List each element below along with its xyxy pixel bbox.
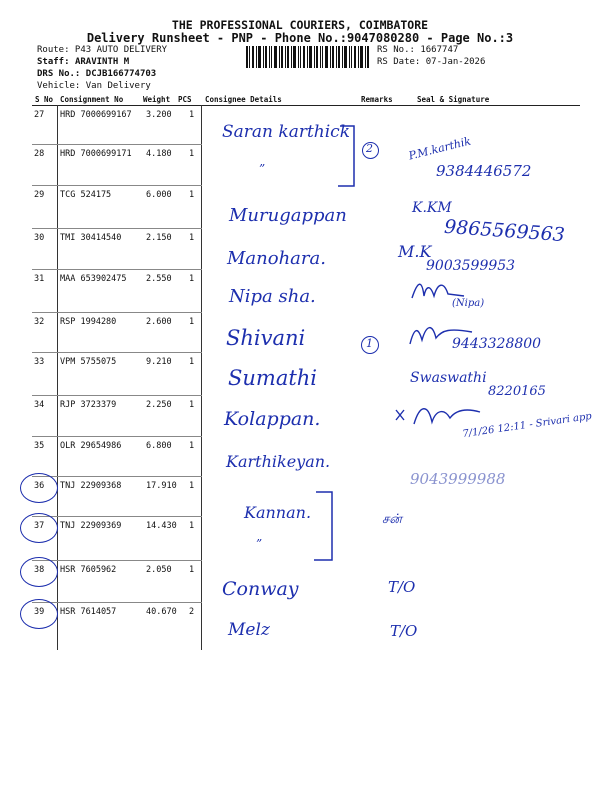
row-weight: 3.200 (146, 110, 172, 120)
row-pcs: 1 (189, 400, 195, 410)
row-weight: 4.180 (146, 149, 172, 159)
table-top-rule (32, 105, 580, 106)
row-consignment: TNJ 22909369 (60, 521, 122, 531)
company-title: THE PROFESSIONAL COURIERS, COIMBATORE (171, 18, 429, 32)
handwritten-ditto: ” (256, 537, 263, 551)
row-weight: 40.670 (146, 607, 177, 617)
handwritten-remark: 2 (366, 142, 373, 155)
handwritten-consignee: Kolappan. (224, 408, 321, 430)
handwritten-phone: 8220165 (488, 384, 546, 399)
row-consignment: HSR 7614057 (60, 607, 117, 617)
col-header-consignee: Consignee Details (205, 95, 282, 104)
staff-label: Staff: (37, 57, 70, 67)
handwritten-consignee: Nipa sha. (229, 286, 316, 307)
row-consignment: HRD 7000699167 (60, 110, 132, 120)
circled-serial-mark (20, 513, 58, 543)
handwritten-consignee: Kannan. (244, 503, 312, 522)
row-pcs: 1 (189, 521, 195, 531)
col-header-remarks: Remarks (361, 95, 393, 104)
row-consignment: MAA 653902475 (60, 274, 127, 284)
handwritten-consignee: Shivani (226, 326, 306, 350)
drs-label: DRS No.: (37, 69, 81, 79)
row-pcs: 1 (189, 233, 195, 243)
row-divider (32, 476, 202, 477)
handwritten-consignee: Sumathi (228, 366, 318, 390)
rs-date: RS Date: 07-Jan-2026 (377, 57, 486, 67)
handwritten-phone: 9003599953 (426, 258, 516, 274)
row-pcs: 1 (189, 190, 195, 200)
row-weight: 14.430 (146, 521, 177, 531)
circled-serial-mark (20, 599, 58, 629)
row-divider (32, 436, 202, 437)
row-sno: 34 (34, 400, 45, 410)
row-consignment: OLR 29654986 (60, 441, 122, 451)
runsheet-subtitle: Delivery Runsheet - PNP - Phone No.:9047080280 - Page No.:3 (86, 31, 514, 45)
row-consignment: TCG 524175 (60, 190, 112, 200)
handwritten-consignee: Melz (228, 620, 270, 640)
drs-value: DCJB166774703 (85, 69, 157, 79)
handwritten-phone: 9043999988 (410, 470, 506, 488)
row-weight: 2.150 (146, 233, 172, 243)
handwritten-consignee: Manohara. (227, 248, 326, 269)
row-divider (32, 516, 202, 517)
row-pcs: 1 (189, 317, 195, 327)
row-divider (32, 395, 202, 396)
handwritten-signature: K.KM (412, 200, 452, 216)
row-pcs: 1 (189, 481, 195, 491)
row-pcs: 1 (189, 274, 195, 284)
row-sno: 32 (34, 317, 45, 327)
row-weight: 6.800 (146, 441, 172, 451)
row-sno: 29 (34, 190, 45, 200)
row-pcs: 1 (189, 441, 195, 451)
drs-info (37, 68, 156, 80)
handwritten-phone: 9384446572 (436, 162, 532, 180)
staff-info (37, 56, 129, 68)
row-consignment: TNJ 22909368 (60, 481, 122, 491)
col-header-sno: S No (35, 95, 54, 104)
row-pcs: 1 (189, 110, 195, 120)
col-header-consignment: Consignment No (60, 95, 124, 104)
row-consignment: RSP 1994280 (60, 317, 117, 327)
row-weight: 6.000 (146, 190, 172, 200)
row-divider (32, 312, 202, 313)
row-sno: 30 (34, 233, 45, 243)
circled-serial-mark (20, 473, 58, 503)
handwritten-phone: 9443328800 (452, 336, 542, 352)
row-divider (32, 352, 202, 353)
handwritten-consignee: Conway (222, 578, 299, 600)
row-sno: 39 (34, 607, 45, 617)
handwritten-remark: T/O (388, 578, 416, 596)
row-weight: 9.210 (146, 357, 172, 367)
row-sno: 35 (34, 441, 45, 451)
handwritten-remark: T/O (390, 622, 418, 640)
row-consignment: RJP 3723379 (60, 400, 117, 410)
handwritten-remark: 1 (366, 337, 373, 350)
handwritten-remark: சன் (382, 512, 402, 527)
row-weight: 2.250 (146, 400, 172, 410)
row-weight: 2.050 (146, 565, 172, 575)
row-weight: 2.600 (146, 317, 172, 327)
row-divider (32, 144, 202, 145)
row-divider (32, 560, 202, 561)
row-pcs: 1 (189, 565, 195, 575)
staff-value: ARAVINTH M (74, 57, 130, 67)
handwritten-ditto: ” (259, 162, 266, 176)
row-pcs: 1 (189, 357, 195, 367)
row-sno: 37 (34, 521, 45, 531)
col-header-weight: Weight (143, 95, 171, 104)
handwritten-signature: P.M.karthik (407, 134, 473, 163)
row-pcs: 1 (189, 149, 195, 159)
row-sno: 38 (34, 565, 45, 575)
row-sno: 36 (34, 481, 45, 491)
row-divider (32, 185, 202, 186)
col-divider (201, 105, 202, 650)
handwritten-signature: Swaswathi (410, 370, 487, 386)
row-sno: 27 (34, 110, 45, 120)
vehicle-info: Vehicle: Van Delivery (37, 81, 151, 91)
route-info: Route: P43 AUTO DELIVERY (37, 45, 168, 55)
row-divider (32, 269, 202, 270)
row-divider (32, 602, 202, 603)
row-sno: 31 (34, 274, 45, 284)
rs-number: RS No.: 1667747 (377, 45, 459, 55)
circled-serial-mark (20, 557, 58, 587)
row-consignment: VPM 5755075 (60, 357, 117, 367)
row-consignment: HSR 7605962 (60, 565, 117, 575)
row-consignment: HRD 7000699171 (60, 149, 132, 159)
bracket-mark (310, 488, 342, 568)
row-pcs: 2 (189, 607, 195, 617)
handwritten-consignee: Karthikeyan. (226, 452, 331, 471)
bracket-mark (320, 122, 360, 192)
col-header-pcs: PCS (178, 95, 192, 104)
handwritten-phone: 9865569563 (443, 215, 566, 247)
row-sno: 33 (34, 357, 45, 367)
row-sno: 28 (34, 149, 45, 159)
row-divider (32, 228, 202, 229)
handwritten-signature: 7/1/26 12:11 - Srivari app (461, 410, 593, 441)
handwritten-signature: (Nipa) (452, 298, 485, 309)
barcode (246, 46, 370, 68)
handwritten-consignee: Saran karthick (222, 122, 350, 142)
row-consignment: TMI 30414540 (60, 233, 122, 243)
row-weight: 2.550 (146, 274, 172, 284)
handwritten-consignee: Murugappan (229, 205, 347, 226)
handwritten-signature: M.K (398, 242, 432, 261)
col-header-signature: Seal & Signature (417, 95, 490, 104)
row-weight: 17.910 (146, 481, 177, 491)
